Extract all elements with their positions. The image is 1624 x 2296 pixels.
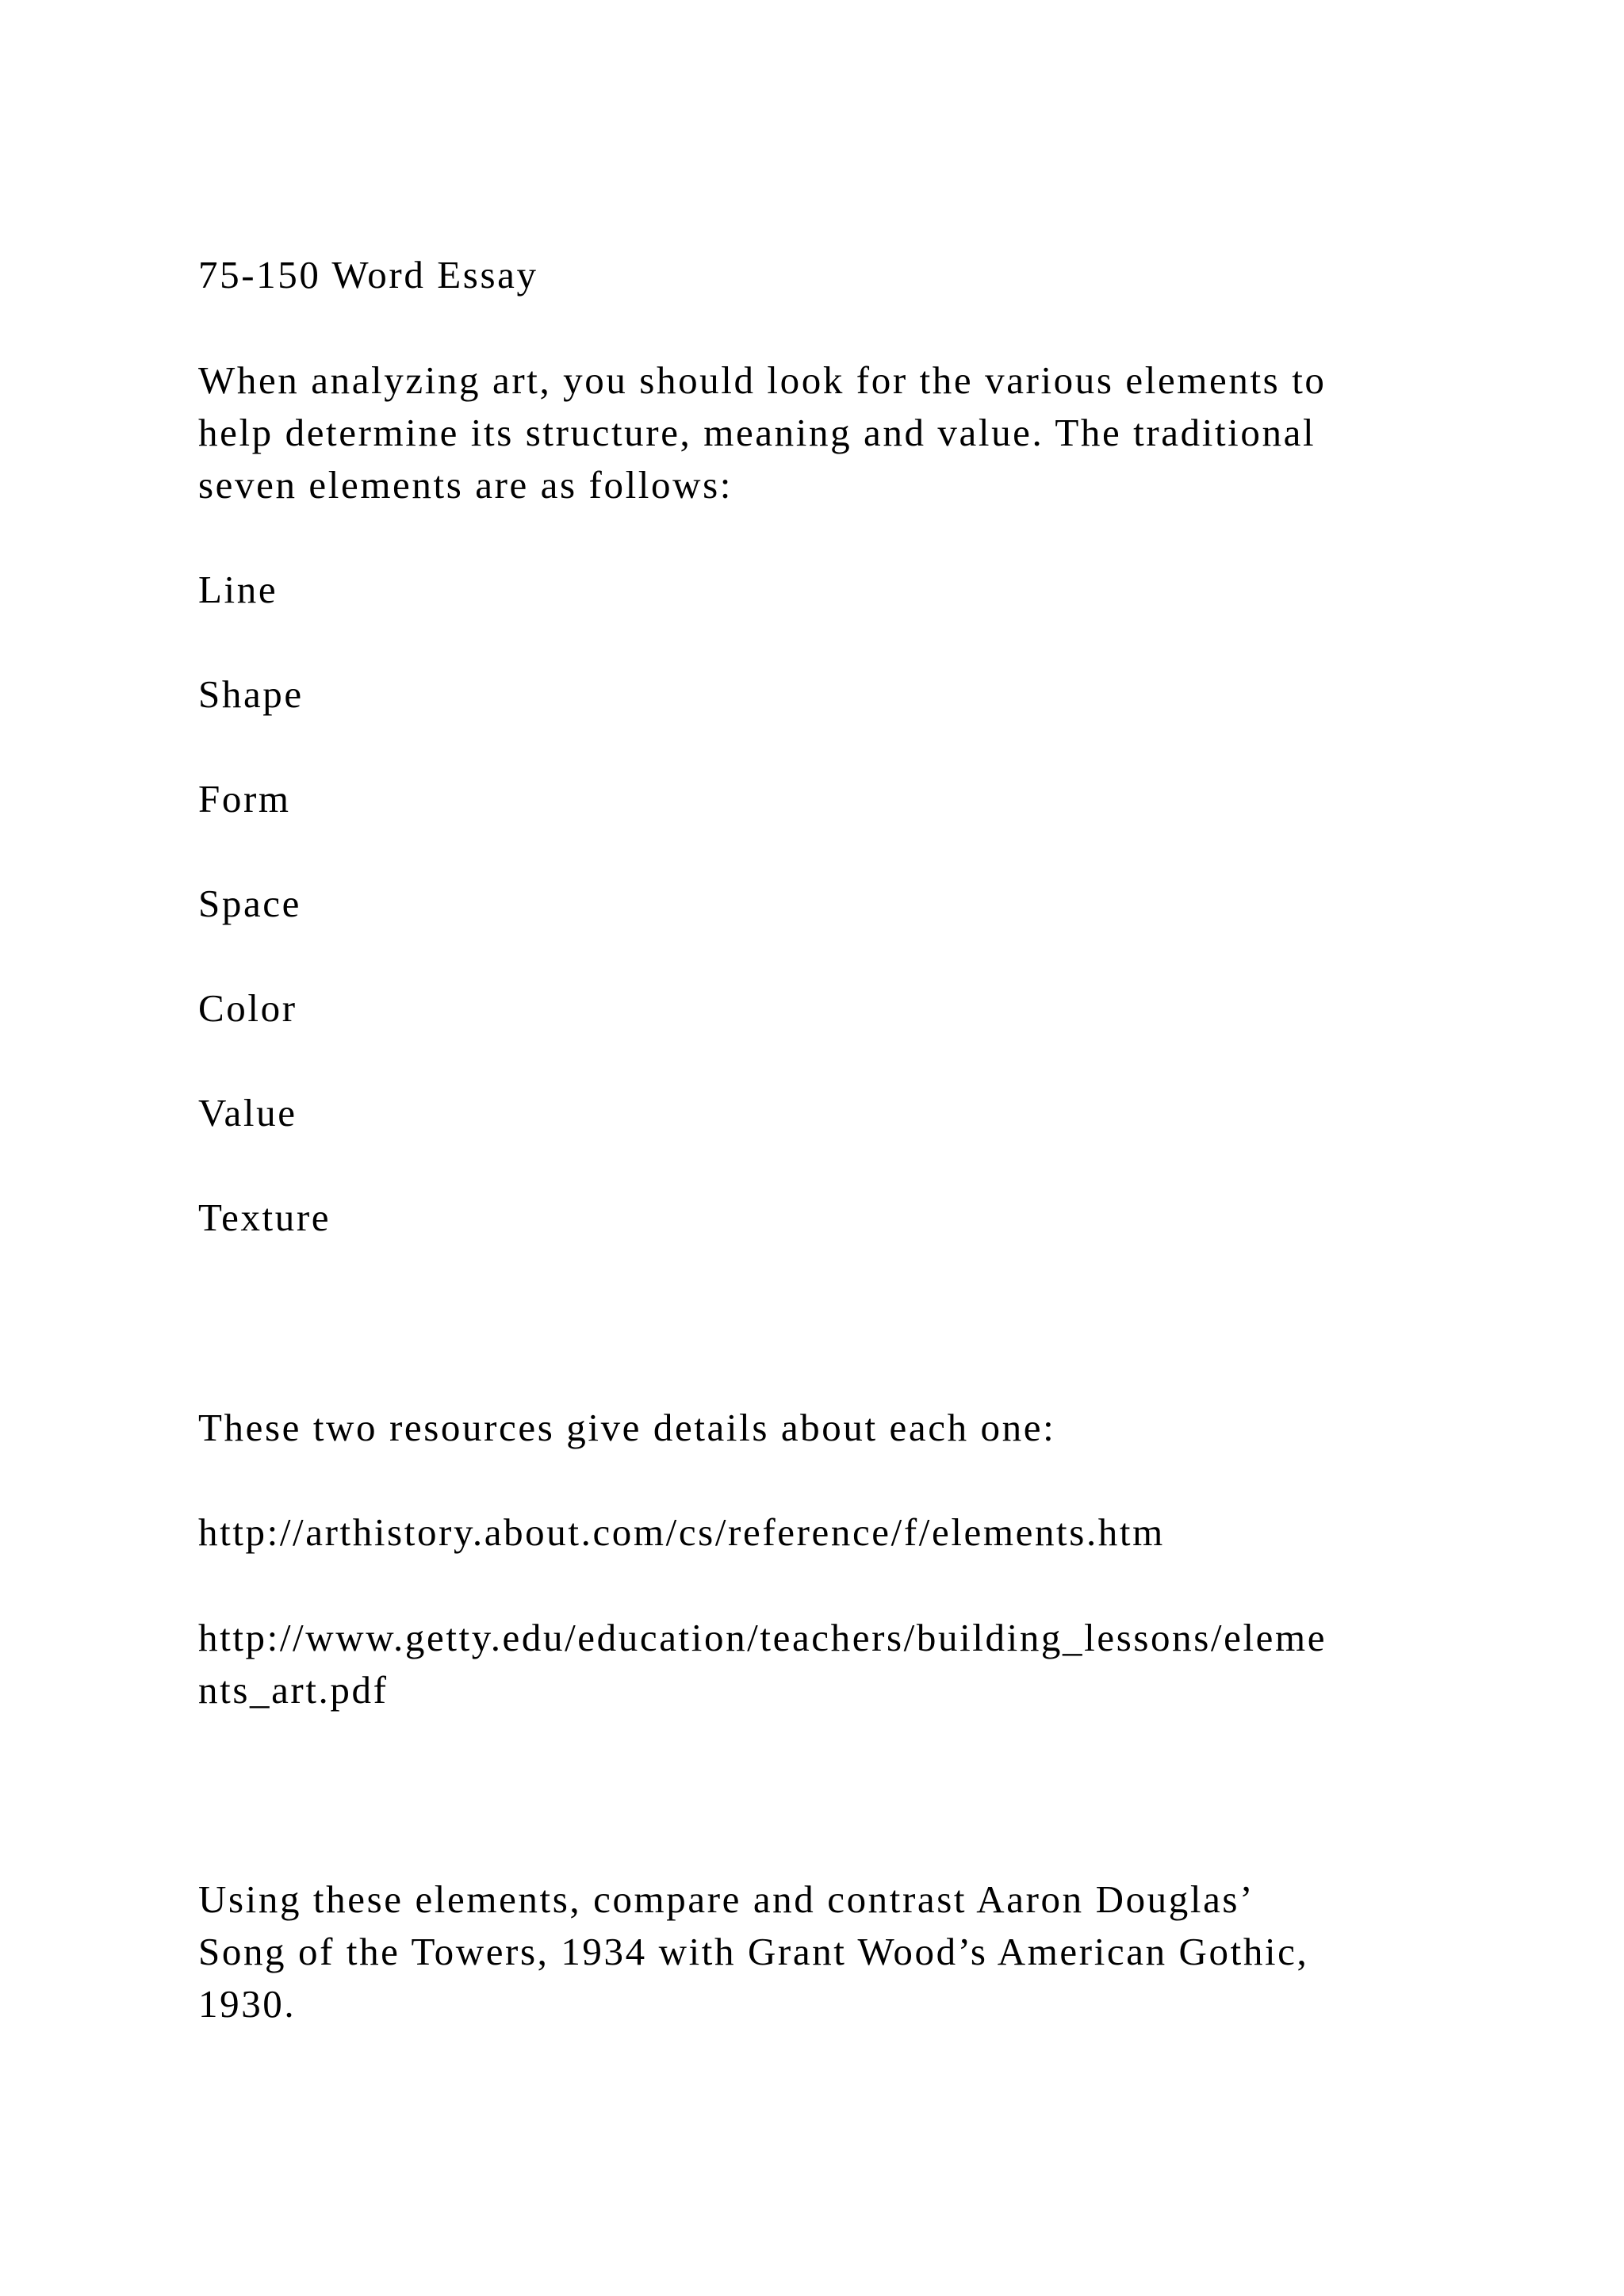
element-item-texture: Texture	[198, 1196, 331, 1239]
element-item-space: Space	[198, 882, 301, 925]
resources-intro: These two resources give details about each one:	[198, 1406, 1056, 1449]
resource-link-getty-line-1[interactable]: http://www.getty.edu/education/teachers/building_lessons/eleme	[198, 1616, 1327, 1659]
intro-line-1: When analyzing art, you should look for the various elements to	[198, 358, 1327, 402]
intro-line-2: help determine its structure, meaning and value. The traditional	[198, 411, 1316, 454]
element-item-color: Color	[198, 986, 297, 1030]
prompt-line-3: 1930.	[198, 1982, 297, 2026]
intro-line-3: seven elements are as follows:	[198, 463, 733, 507]
resource-link-getty-line-2[interactable]: nts_art.pdf	[198, 1668, 389, 1712]
prompt-line-2: Song of the Towers, 1934 with Grant Wood’s American Gothic,	[198, 1930, 1309, 1973]
resource-link-about[interactable]: http://arthistory.about.com/cs/reference/f/elements.htm	[198, 1510, 1165, 1554]
prompt-line-1: Using these elements, compare and contrast Aaron Douglas’	[198, 1877, 1255, 1921]
element-item-line: Line	[198, 568, 278, 611]
element-item-form: Form	[198, 777, 291, 821]
element-item-shape: Shape	[198, 672, 304, 716]
element-item-value: Value	[198, 1091, 297, 1135]
document-title: 75-150 Word Essay	[198, 253, 538, 297]
